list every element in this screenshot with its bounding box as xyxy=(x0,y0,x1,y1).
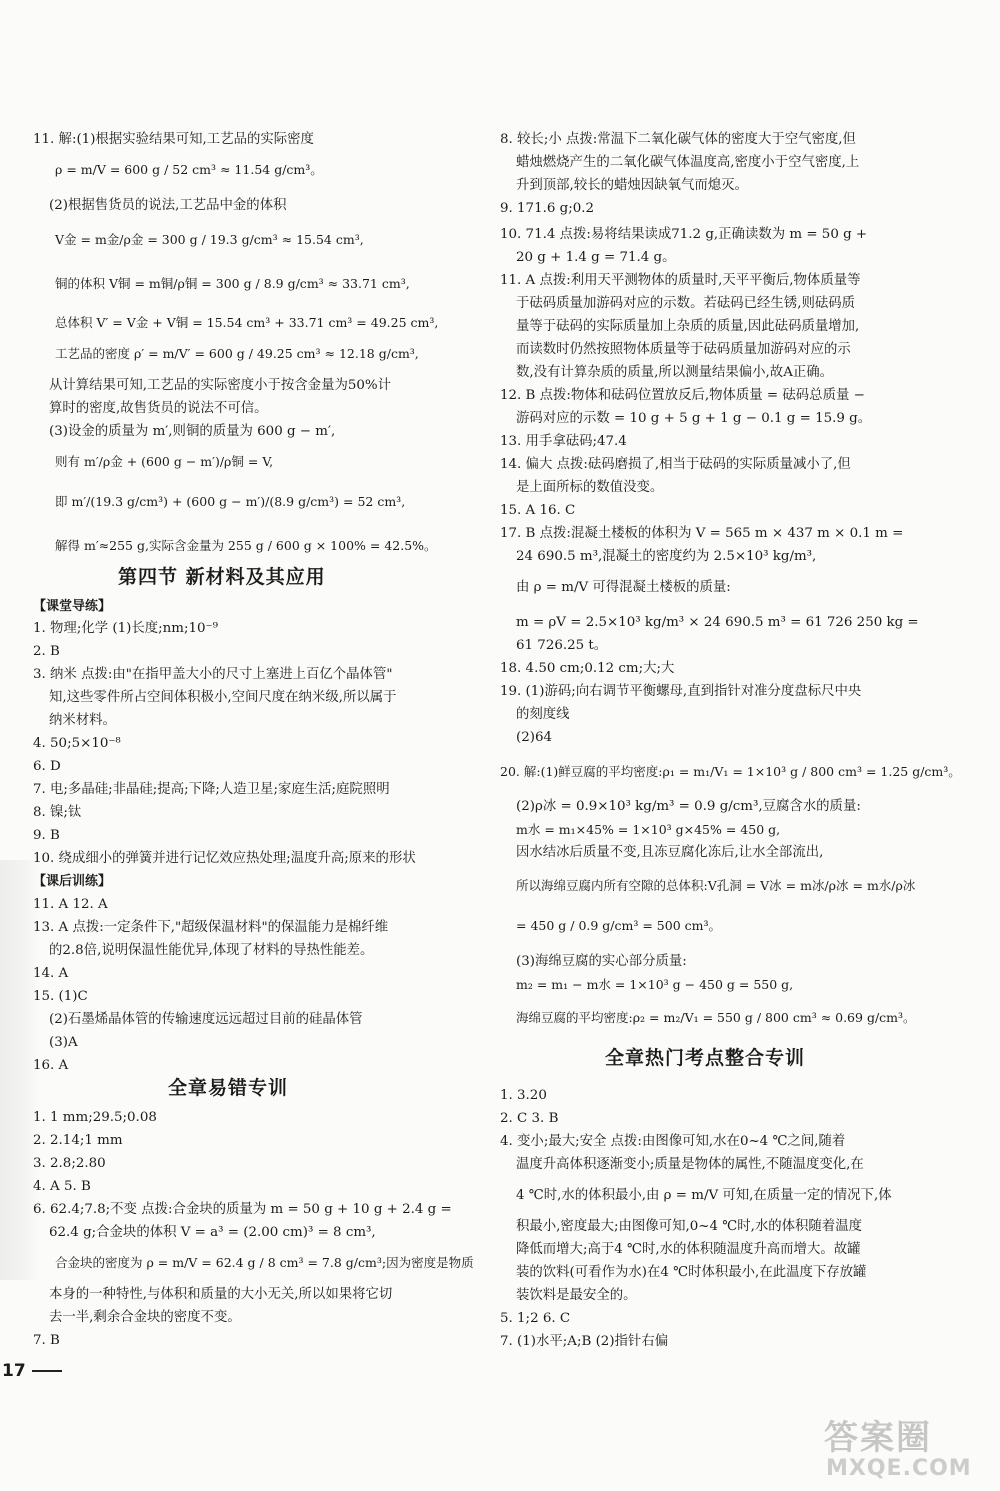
section-title: 第四节 新材料及其应用 xyxy=(118,566,326,588)
answer-line: 7. (1)水平;A;B (2)指针右偏 xyxy=(500,1334,669,1349)
answer-line: 24 690.5 m³,混凝土的密度约为 2.5×10³ kg/m³, xyxy=(516,549,817,564)
answer-line: ρ = m/V = 600 g / 52 cm³ ≈ 11.54 g/cm³。 xyxy=(55,162,323,177)
section-tag: 【课堂导练】 xyxy=(33,599,112,614)
answer-line: 去一半,剩余合金块的密度不变。 xyxy=(49,1310,241,1325)
answer-line: (3)A xyxy=(49,1035,78,1050)
answer-line: 18. 4.50 cm;0.12 cm;大;大 xyxy=(500,661,675,676)
answer-line: 1. 物理;化学 (1)长度;nm;10⁻⁹ xyxy=(33,621,218,636)
page-number: 17 xyxy=(2,1361,62,1381)
answer-line: 总体积 V′ = V金 + V铜 = 15.54 cm³ + 33.71 cm³ = 49.25 cm³, xyxy=(55,315,439,330)
answer-line: 14. A xyxy=(33,966,69,981)
answer-line: 15. A 16. C xyxy=(500,503,576,518)
answer-line: 的刻度线 xyxy=(516,707,570,722)
answer-line: 积最小,密度最大;由图像可知,0~4 ℃时,水的体积随着温度 xyxy=(516,1219,862,1234)
answer-line: 6. D xyxy=(33,759,61,774)
answer-line: 2. 2.14;1 mm xyxy=(33,1133,123,1148)
answer-line: 8. 较长;小 点拨:常温下二氧化碳气体的密度大于空气密度,但 xyxy=(500,132,856,147)
answer-line: 数,没有计算杂质的质量,所以测量结果偏小,故A正确。 xyxy=(516,365,834,380)
answer-line: = 450 g / 0.9 g/cm³ = 500 cm³。 xyxy=(516,918,721,933)
section-tag: 【课后训练】 xyxy=(33,874,112,889)
answer-line: 游码对应的示数 = 10 g + 5 g + 1 g − 0.1 g = 15.9 g。 xyxy=(516,411,872,426)
answer-line: 16. A xyxy=(33,1058,69,1073)
answer-line: m₂ = m₁ − m水 = 1×10³ g − 450 g = 550 g, xyxy=(516,977,794,992)
answer-line: 4. 变小;最大;安全 点拨:由图像可知,水在0~4 ℃之间,随着 xyxy=(500,1134,846,1149)
answer-line: 11. A 点拨:利用天平测物体的质量时,天平平衡后,物体质量等 xyxy=(500,273,861,288)
answer-line: 升到顶部,较长的蜡烛因缺氧气而熄灭。 xyxy=(516,178,748,193)
answer-line: 合金块的密度为 ρ = m/V = 62.4 g / 8 cm³ = 7.8 g/cm³;因为密度是物质 xyxy=(55,1255,474,1270)
answer-line: 4. A 5. B xyxy=(33,1179,91,1194)
answer-line: m水 = m₁×45% = 1×10³ g×45% = 450 g, xyxy=(516,822,781,837)
answer-line: 量等于砝码的实际质量加上杂质的质量,因此砝码质量增加, xyxy=(516,319,860,334)
answer-line: 装的饮料(可看作为水)在4 ℃时体积最小,在此温度下存放罐 xyxy=(516,1265,867,1280)
answer-line: 13. A 点拨:一定条件下,"超级保温材料"的保温能力是棉纤维 xyxy=(33,920,389,935)
answer-line: V金 = m金/ρ金 = 300 g / 19.3 g/cm³ ≈ 15.54 cm³, xyxy=(55,232,364,247)
answer-line: (2)64 xyxy=(516,730,553,745)
answer-line: 蜡烛燃烧产生的二氧化碳气体温度高,密度小于空气密度,上 xyxy=(516,155,860,170)
answer-line: 是上面所标的数值没变。 xyxy=(516,480,664,495)
answer-line: 4 ℃时,水的体积最小,由 ρ = m/V 可知,在质量一定的情况下,体 xyxy=(516,1188,892,1203)
answer-line: (2)石墨烯晶体管的传输速度远远超过目前的硅晶体管 xyxy=(49,1012,363,1027)
answer-line: 3. 2.8;2.80 xyxy=(33,1156,106,1171)
answer-line: 温度升高体积逐渐变小;质量是物体的属性,不随温度变化,在 xyxy=(516,1157,864,1172)
answer-line: (3)设金的质量为 m′,则铜的质量为 600 g − m′, xyxy=(49,424,336,439)
answer-line: 装饮料是最安全的。 xyxy=(516,1288,637,1303)
answer-line: 海绵豆腐的平均密度:ρ₂ = m₂/V₁ = 550 g / 800 cm³ ≈ 0.69 g/cm³。 xyxy=(516,1010,916,1025)
answer-line: 17. B 点拨:混凝土楼板的体积为 V = 565 m × 437 m × 0.1 m = xyxy=(500,526,904,541)
answer-line: 解得 m′≈255 g,实际含金量为 255 g / 600 g × 100% = 42.5%。 xyxy=(55,538,437,553)
answer-line: 即 m′/(19.3 g/cm³) + (600 g − m′)/(8.9 g/cm³) = 52 cm³, xyxy=(55,494,406,509)
watermark-url: MXQE.COM xyxy=(826,1456,972,1481)
answer-line: 13. 用手拿砝码;47.4 xyxy=(500,434,627,449)
answer-line: 61 726.25 t。 xyxy=(516,638,608,653)
answer-line: 于砝码质量加游码对应的示数。若砝码已经生锈,则砝码质 xyxy=(516,296,856,311)
answer-line: 5. 1;2 6. C xyxy=(500,1311,571,1326)
answer-line: 铜的体积 V铜 = m铜/ρ铜 = 300 g / 8.9 g/cm³ ≈ 33.71 cm³, xyxy=(55,276,410,291)
answer-line: 的2.8倍,说明保温性能优异,体现了材料的导热性能差。 xyxy=(49,943,374,958)
answer-line: 而读数时仍然按照物体质量等于砝码质量加游码对应的示 xyxy=(516,342,851,357)
answer-line: 由 ρ = m/V 可得混凝土楼板的质量: xyxy=(516,580,731,595)
answer-line: 本身的一种特性,与体积和质量的大小无关,所以如果将它切 xyxy=(49,1287,393,1302)
answer-line: 算时的密度,故售货员的说法不可信。 xyxy=(49,401,268,416)
answer-line: 所以海绵豆腐内所有空隙的总体积:V孔洞 = V冰 = m冰/ρ冰 = m水/ρ冰 xyxy=(516,878,916,893)
answer-line: 9. 171.6 g;0.2 xyxy=(500,201,595,216)
answer-line: 12. B 点拨:物体和砝码位置放反后,物体质量 = 砝码总质量 − xyxy=(500,388,865,403)
answer-line: 14. 偏大 点拨:砝码磨损了,相当于砝码的实际质量减小了,但 xyxy=(500,457,851,472)
answer-line: 10. 绕成细小的弹簧并进行记忆效应热处理;温度升高;原来的形状 xyxy=(33,851,416,866)
answer-line: 4. 50;5×10⁻⁸ xyxy=(33,736,121,751)
answer-line: 8. 镍;钛 xyxy=(33,805,82,820)
watermark-text: 答案圈 xyxy=(824,1418,932,1458)
answer-line: 降低而增大;高于4 ℃时,水的体积随温度升高而增大。故罐 xyxy=(516,1242,861,1257)
answer-line: 工艺品的密度 ρ′ = m/V′ = 600 g / 49.25 cm³ ≈ 12.18 g/cm³, xyxy=(55,346,419,361)
answer-line: 15. (1)C xyxy=(33,989,88,1004)
answer-line: 则有 m′/ρ金 + (600 g − m′)/ρ铜 = V, xyxy=(55,454,274,469)
answer-line: 10. 71.4 点拨:易将结果读成71.2 g,正确读数为 m = 50 g + xyxy=(500,227,868,242)
watermark-logo xyxy=(818,1408,993,1488)
answer-line: 从计算结果可知,工艺品的实际密度小于按含金量为50%计 xyxy=(49,378,392,393)
answer-line: 2. B xyxy=(33,644,60,659)
answer-line: 1. 3.20 xyxy=(500,1088,547,1103)
answer-line: (3)海绵豆腐的实心部分质量: xyxy=(516,954,687,969)
section-title: 全章易错专训 xyxy=(168,1077,289,1099)
answer-line: 20 g + 1.4 g = 71.4 g。 xyxy=(516,250,676,265)
answer-line: 20. 解:(1)鲜豆腐的平均密度:ρ₁ = m₁/V₁ = 1×10³ g / 800 cm³ = 1.25 g/cm³。 xyxy=(500,764,961,779)
answer-line: 7. 电;多晶硅;非晶硅;提高;下降;人造卫星;家庭生活;庭院照明 xyxy=(33,782,390,797)
answer-line: 2. C 3. B xyxy=(500,1111,559,1126)
answer-line: 62.4 g;合金块的体积 V = a³ = (2.00 cm)³ = 8 cm³, xyxy=(49,1225,376,1240)
answer-line: (2)根据售货员的说法,工艺品中金的体积 xyxy=(49,198,287,213)
answer-line: 11. A 12. A xyxy=(33,897,108,912)
answer-line: 1. 1 mm;29.5;0.08 xyxy=(33,1110,157,1125)
answer-line: 因水结冰后质量不变,且冻豆腐化冻后,让水全部流出, xyxy=(516,845,824,860)
answer-line: 11. 解:(1)根据实验结果可知,工艺品的实际密度 xyxy=(33,132,314,147)
answer-line: 6. 62.4;7.8;不变 点拨:合金块的质量为 m = 50 g + 10 g + 2.4 g = xyxy=(33,1202,452,1217)
answer-line: 9. B xyxy=(33,828,60,843)
section-title: 全章热门考点整合专训 xyxy=(605,1047,806,1069)
answer-line: m = ρV = 2.5×10³ kg/m³ × 24 690.5 m³ = 61 726 250 kg = xyxy=(516,615,919,630)
answer-line: 19. (1)游码;向右调节平衡螺母,直到指针对准分度盘标尺中央 xyxy=(500,684,862,699)
answer-line: 知,这些零件所占空间体积极小,空间尺度在纳米级,所以属于 xyxy=(49,690,397,705)
answer-line: 7. B xyxy=(33,1333,60,1348)
answer-line: (2)ρ冰 = 0.9×10³ kg/m³ = 0.9 g/cm³,豆腐含水的质量: xyxy=(516,799,861,814)
answer-line: 纳米材料。 xyxy=(49,713,116,728)
answer-line: 3. 纳米 点拨:由"在指甲盖大小的尺寸上塞进上百亿个晶体管" xyxy=(33,667,393,682)
